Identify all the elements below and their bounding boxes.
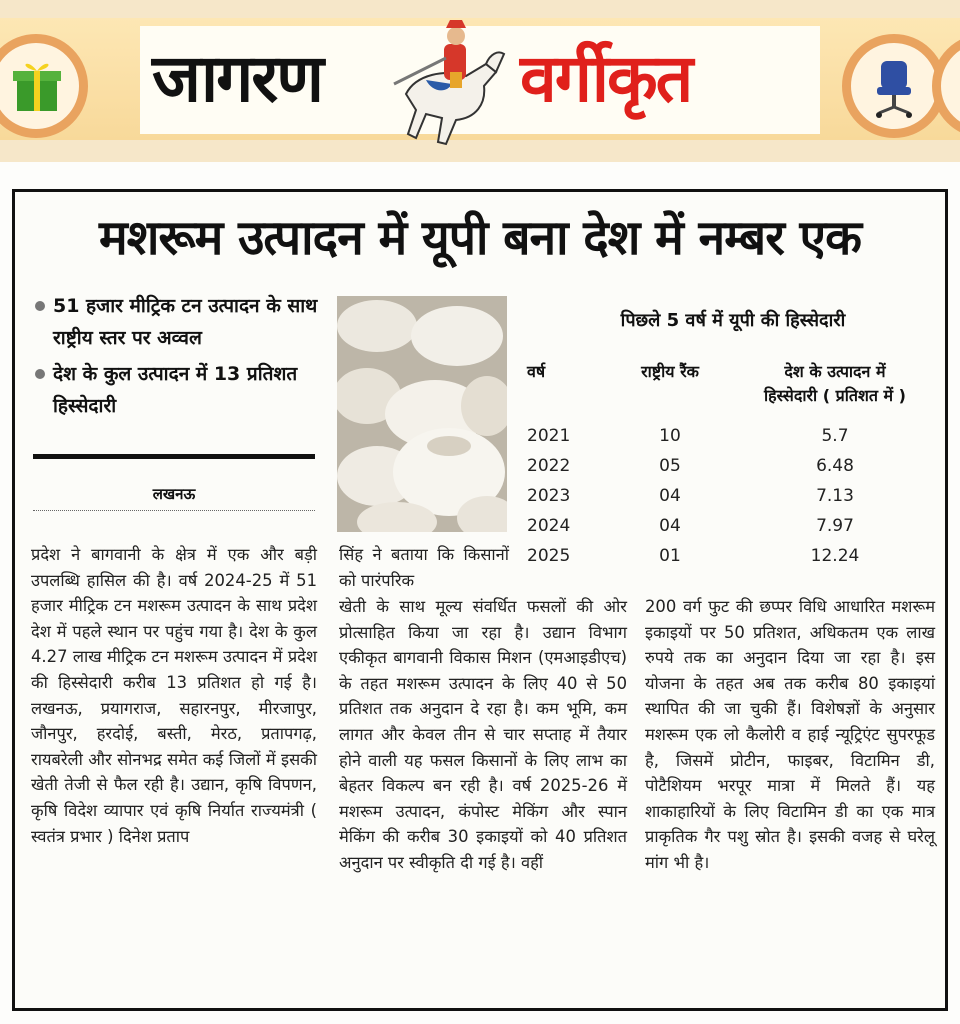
body-column-2: खेती के साथ मूल्य संवर्धित फसलों की ओर प्रोत्साहित किया जा रहा है। उद्यान विभाग एकीकृत बागवानी विकास मिशन (एमआइडीएच) के तहत मशरूम उत्पादन के लिए 40 से 50 प्रतिशत तक अनुदान दे रहा है। कम भूमि, कम लागत और केवल तीन से चार सप्ताह में तैयार होने वाली यह फसल किसानों के लिए लाभ का बेहतर विकल्प बन रही है। वर्ष 2025-26 में मशरूम उत्पादन, कंपोस्ट मेकिंग और स्पान मेकिंग की करीब 30 इकाइयों को 40 प्रतिशत अनुदान पर स्वीकृति दी गई है। वहीं [339, 597, 627, 872]
gift-icon [0, 34, 88, 138]
table-row [523, 421, 943, 451]
logo-jagran: जागरण [152, 40, 322, 117]
section-divider [33, 454, 315, 459]
highlight-bullets [33, 290, 333, 426]
bullet-item: देश के कुल उत्पादन में 13 प्रतिशत हिस्सेदारी [33, 358, 333, 422]
body-column-3: 200 वर्ग फुट की छप्पर विधि आधारित मशरूम इकाइयों पर 50 प्रतिशत, अधिकतम एक लाख रुपये तक का अनुदान दिया जा रहा है। इस योजना के तहत अब तक करीब 80 इकाइयां स्थापित की जा चुकी हैं। विशेषज्ञों के अनुसार मशरूम एक लो कैलोरी व हाई न्यूट्रिएंट सुपरफूड है, जिसमें प्रोटीन, फाइबर, विटामिन डी, पोटैशियम भरपूर मात्रा में मिलते हैं। यह शाकाहारियों के लिए विटामिन डी का एक मात्र प्राकृतिक गैर पशु स्रोत है। इसकी वजह से घरेलू मांग भी है। [645, 597, 935, 872]
table-row [523, 451, 943, 481]
body-column-1: प्रदेश ने बागवानी के क्षेत्र में एक और बड़ी उपलब्धि हासिल की है। वर्ष 2024-25 में 51 हजार मीट्रिक टन मशरूम उत्पादन के साथ प्रदेश देश में पहले स्थान पर पहुंच गया है। देश के कुल 4.27 लाख मीट्रिक टन मशरूम उत्पादन में प्रदेश की हिस्सेदारी करीब 13 प्रतिशत हो गई है। लखनऊ, प्रयागराज, सहारनपुर, मीरजापुर, जौनपुर, हरदोई, बस्ती, मेरठ, प्रतापगढ़, रायबरेली और सोनभद्र समेत कई जिलों में इसकी खेती तेजी से फैल रही है। उद्यान, कृषि विपणन, कृषि विदेश व्यापार एवं कृषि निर्यात राज्यमंत्री ( स्वतंत्र प्रभार ) दिनेश प्रताप [31, 545, 317, 846]
table-row [523, 541, 943, 571]
table-header-year: वर्ष [527, 362, 546, 381]
cell-rank: 05 [659, 456, 681, 476]
body-column-2-top: सिंह ने बताया कि किसानों को पारंपरिक [339, 545, 509, 590]
table-row [523, 481, 943, 511]
cell-rank: 01 [659, 546, 681, 566]
table-header-rank: राष्ट्रीय रैंक [641, 362, 699, 381]
office-chair-icon [842, 34, 946, 138]
table-header-share-line1: देश के उत्पादन में [784, 362, 886, 381]
cell-share: 6.48 [816, 456, 854, 476]
cell-year: 2022 [527, 456, 571, 476]
dateline: लखनऊ [152, 485, 196, 503]
cell-share: 7.97 [816, 516, 854, 536]
horse-rider-logo-icon [386, 14, 516, 154]
masthead [0, 0, 960, 162]
cell-share: 5.7 [821, 426, 849, 446]
cell-rank: 10 [659, 426, 681, 446]
dateline-divider [33, 510, 315, 511]
bullet-item: 51 हजार मीट्रिक टन उत्पादन के साथ राष्ट्रीय स्तर पर अव्वल [33, 290, 333, 354]
mushroom-photo [337, 296, 507, 532]
table-header-share-line2: हिस्सेदारी ( प्रतिशत में ) [763, 386, 906, 405]
cell-share: 7.13 [816, 486, 854, 506]
cell-year: 2021 [527, 426, 571, 446]
table-row [523, 511, 943, 541]
table-header-share [735, 360, 935, 408]
cell-rank: 04 [659, 486, 681, 506]
cell-year: 2023 [527, 486, 571, 506]
logo-vargikrit: वर्गीकृत [520, 40, 692, 117]
table-title: पिछले 5 वर्ष में यूपी की हिस्सेदारी [620, 310, 846, 331]
news-article [12, 189, 948, 1011]
article-headline: मशरूम उत्पादन में यूपी बना देश में नम्बर एक [99, 210, 861, 266]
cell-share: 12.24 [810, 546, 860, 566]
cell-year: 2024 [527, 516, 571, 536]
cell-year: 2025 [527, 546, 571, 566]
cell-rank: 04 [659, 516, 681, 536]
